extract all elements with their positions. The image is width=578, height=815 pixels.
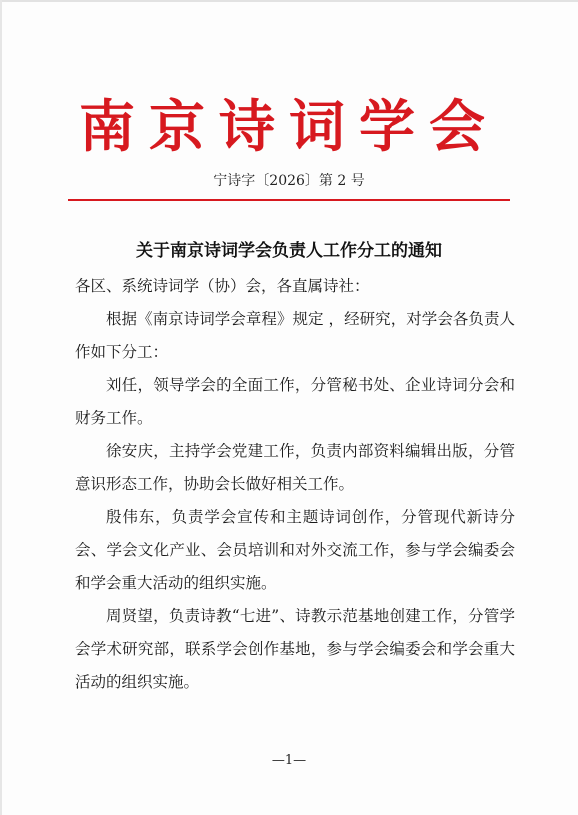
document-number: 宁诗字〔2026〕第 2 号 <box>213 173 365 189</box>
page-number: —1— <box>271 753 307 768</box>
body-paragraph: 刘任，领导学会的全面工作，分管秘书处、企业诗词分会和财务工作。 <box>75 376 515 427</box>
page-edge <box>0 0 2 815</box>
body-paragraph: 根据《南京诗词学会章程》规定 ，经研究，对学会各负责人作如下分工： <box>75 310 515 361</box>
body-paragraph: 徐安庆，主持学会党建工作，负责内部资料编辑出版，分管意识形态工作，协助会长做好相关工作。 <box>75 442 515 493</box>
document-body <box>75 270 515 699</box>
body-paragraph: 周贤望，负责诗教“七进”、诗教示范基地创建工作，分管学会学术研究部，联系学会创作基地，参与学会编委会和学会重大活动的组织实施。 <box>75 607 515 691</box>
org-masthead: 南京诗词学会 <box>79 94 499 160</box>
document-title: 关于南京诗词学会负责人工作分工的通知 <box>136 241 442 261</box>
body-paragraph: 殷伟东，负责学会宣传和主题诗词创作，分管现代新诗分会、学会文化产业、会员培训和对外交流工作，参与学会编委会和学会重大活动的组织实施。 <box>75 508 515 592</box>
salutation: 各区、系统诗词学（协）会，各直属诗社： <box>75 277 370 295</box>
red-divider-line <box>68 199 510 201</box>
page-edge <box>0 0 578 2</box>
